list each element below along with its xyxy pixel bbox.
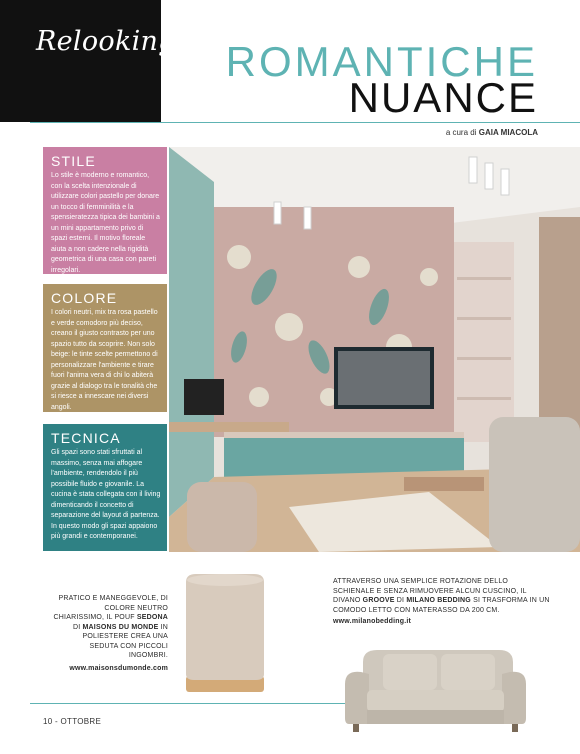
bottom-divider	[30, 703, 345, 704]
tecnica-text: Gli spazi sono stati sfruttati al massimo, senza mai affogare l'ambiente, rendendolo il più possibile fluido e giovanile. La cucina è stata collegata con il living dimenticando il concetto di separazione del layout di partenza. In questo modo gli spazi appaiono più grandi e contemporanei.	[51, 449, 161, 540]
section-label: Relooking	[36, 26, 176, 57]
colore-heading: COLORE	[51, 290, 118, 306]
tecnica-heading: TECNICA	[51, 430, 121, 446]
pouf-product-name: SEDONA	[136, 614, 168, 621]
sofa-product-image	[333, 632, 538, 742]
section-header-block	[0, 0, 176, 122]
sofa-caption-text-2: DI	[394, 597, 407, 604]
pouf-brand-name: MAISONS DU MONDE	[82, 623, 159, 631]
stile-text: Lo stile è moderno e romantico, con la scelta intenzionale di utilizzare colori pastello per donare un tocco di femminilità e la spensieratezza tipica dei bambini a un mini appartamento privo di spazi esterni. Il motivo floreale aiuta a non cadere nella rigidità geometrica di una casa con pareti irregolari.	[51, 172, 160, 274]
colore-box	[43, 284, 167, 412]
pouf-product-image	[180, 570, 270, 694]
pouf-caption	[52, 594, 168, 673]
living-room-photo	[169, 147, 580, 552]
tecnica-box	[43, 424, 167, 551]
sofa-caption	[333, 577, 551, 627]
stile-heading: STILE	[51, 153, 96, 169]
pouf-caption-text-3: IN POLIESTERE CREA UNA SEDUTA CON PICCOLI INGOMBRI.	[82, 623, 168, 659]
colore-text: I colori neutri, mix tra rosa pastello e verde comodoro più deciso, creano il giusto contrasto per uno spazio tutto da scoprire. Non solo beige: le tinte scelte permettono di personalizzare l'ambiente e tirare fuori l'anima vera di chi lo abiterà grazie al dialogo tra le tonalità che si riesce a innescare nei diversi angoli.	[51, 309, 158, 411]
byline	[446, 128, 538, 137]
byline-prefix: a cura di	[445, 128, 477, 137]
pouf-caption-text-2: DI	[72, 623, 83, 631]
stile-box	[43, 147, 167, 274]
sofa-caption-text-1: ATTRAVERSO UNA SEMPLICE ROTAZIONE DELLO SCHIENALE E SENZA RIMUOVERE ALCUN CUSCINO, IL DIVANO	[333, 578, 527, 604]
pouf-website: www.maisonsdumonde.com	[69, 664, 168, 672]
sofa-website: www.milanobedding.it	[333, 618, 412, 625]
sofa-caption-text-3: SI TRASFORMA IN UN COMODO LETTO CON MATERASSO DA 200 CM.	[333, 597, 550, 614]
sofa-product-name: GROOVE	[362, 597, 395, 604]
page-title-line2: NUANCE	[348, 74, 538, 121]
pouf-caption-text-1: PRATICO E MANEGGEVOLE, DI COLORE NEUTRO CHIARISSIMO, IL POUF	[53, 595, 168, 621]
top-divider	[30, 122, 580, 123]
page-title-line1: ROMANTICHE	[225, 38, 538, 85]
sofa-brand-name: MILANO BEDDING	[406, 597, 471, 604]
byline-author: GAIA MIACOLA	[478, 128, 538, 137]
page-folio: 10 - OTTOBRE	[43, 717, 102, 726]
